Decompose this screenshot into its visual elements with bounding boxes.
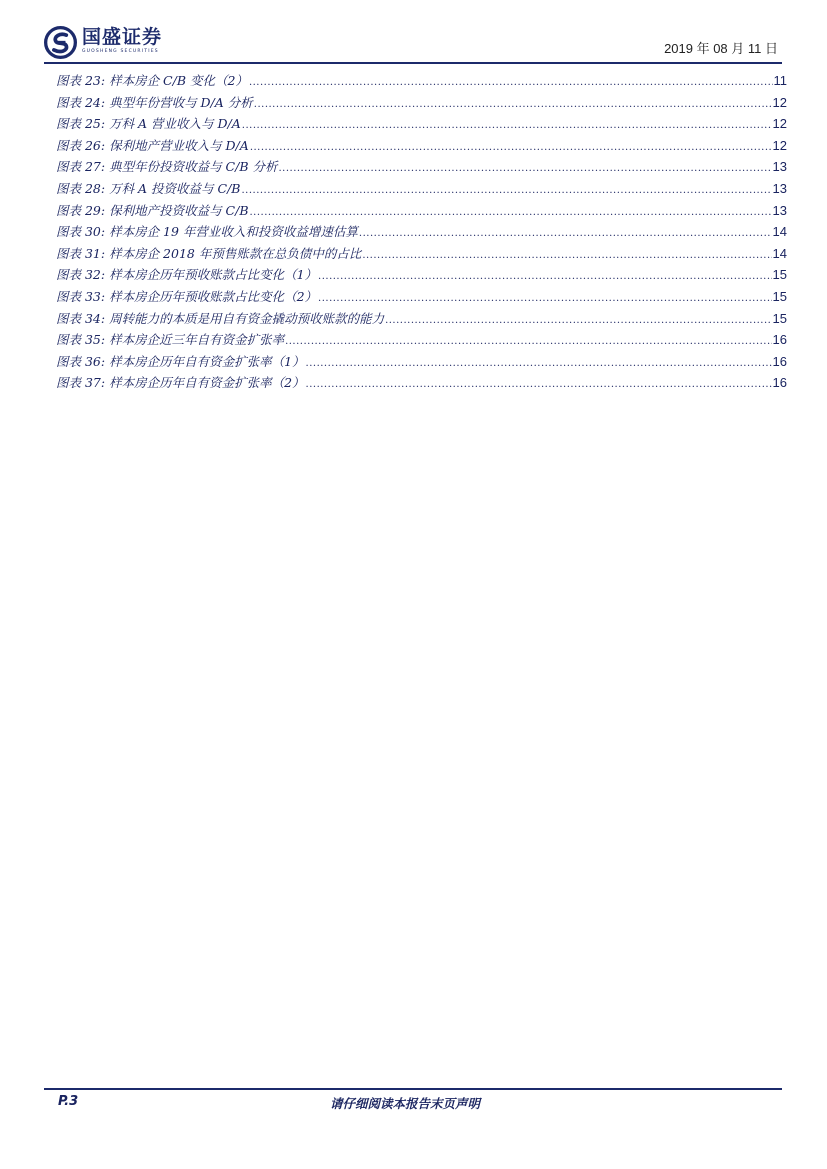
toc-entry-label: 图表 36: 样本房企历年自有资金扩张率（1）	[56, 353, 305, 369]
toc-leader-dots	[385, 315, 771, 326]
toc-entry-page: 12	[772, 137, 787, 153]
toc-entry-page: 15	[772, 267, 787, 283]
toc-entry-label: 图表 33: 样本房企历年预收账款占比变化（2）	[56, 288, 318, 304]
figure-index-list	[56, 71, 787, 395]
toc-entry[interactable]	[56, 71, 787, 93]
toc-entry-label: 图表 23: 样本房企 C/B 变化（2）	[56, 73, 248, 88]
toc-entry-label: 图表 32: 样本房企历年预收账款占比变化（1）	[56, 267, 318, 283]
toc-entry-page: 16	[772, 332, 787, 348]
toc-entry-label: 图表 34: 周转能力的本质是用自有资金撬动预收账款的能力	[56, 310, 385, 326]
toc-leader-dots	[318, 271, 772, 282]
toc-leader-dots	[241, 185, 771, 196]
toc-entry-page: 13	[772, 159, 787, 175]
toc-entry[interactable]	[56, 93, 787, 115]
toc-entry-page: 14	[772, 245, 787, 261]
toc-entry-label: 图表 28: 万科 A 投资收益与 C/B	[56, 180, 241, 196]
page-header	[44, 22, 782, 62]
toc-leader-dots	[242, 120, 772, 131]
toc-leader-dots	[254, 99, 772, 110]
toc-leader-dots	[362, 250, 771, 261]
toc-entry-page: 15	[772, 288, 787, 304]
toc-entry[interactable]	[56, 244, 787, 266]
page-number: P.3	[58, 1094, 79, 1109]
toc-entry-label: 图表 35: 样本房企近三年自有资金扩张率	[56, 332, 285, 348]
toc-entry[interactable]	[56, 309, 787, 331]
toc-entry[interactable]	[56, 287, 787, 309]
toc-entry[interactable]	[56, 201, 787, 223]
toc-leader-dots	[306, 358, 772, 369]
toc-entry[interactable]	[56, 352, 787, 374]
toc-entry-page: 13	[772, 180, 787, 196]
toc-leader-dots	[278, 163, 771, 174]
toc-entry-page: 15	[772, 310, 787, 326]
toc-entry-page: 12	[772, 94, 787, 110]
toc-entry[interactable]	[56, 157, 787, 179]
toc-entry-label: 图表 24: 典型年份营收与 D/A 分析	[56, 94, 253, 110]
toc-entry[interactable]	[56, 373, 787, 395]
disclaimer-note: 请仔细阅读本报告末页声明	[330, 1096, 481, 1111]
toc-entry-label: 图表 37: 样本房企历年自有资金扩张率（2）	[56, 375, 305, 391]
guosheng-logo-icon	[44, 26, 77, 59]
toc-entry[interactable]	[56, 222, 787, 244]
toc-entry-page: 16	[772, 353, 787, 369]
guosheng-logo	[44, 26, 162, 60]
toc-entry[interactable]	[56, 136, 787, 158]
toc-entry-label: 图表 29: 保利地产投资收益与 C/B	[56, 202, 249, 218]
footer-divider	[44, 1088, 782, 1090]
toc-entry-page: 11	[773, 73, 787, 88]
toc-leader-dots	[249, 77, 773, 88]
toc-leader-dots	[306, 379, 772, 390]
toc-entry[interactable]	[56, 330, 787, 352]
header-divider	[44, 62, 782, 64]
toc-entry-label: 图表 31: 样本房企 2018 年预售账款在总负债中的占比	[56, 245, 362, 261]
toc-entry[interactable]	[56, 114, 787, 136]
report-date: 2019 年 08 月 11 日	[664, 41, 778, 56]
logo-english-text: GUOSHENG SECURITIES	[82, 49, 159, 54]
toc-entry-label: 图表 30: 样本房企 19 年营业收入和投资收益增速估算	[56, 224, 358, 240]
toc-leader-dots	[250, 207, 772, 218]
logo-chinese-text: 国盛证券	[82, 26, 163, 48]
toc-entry-label: 图表 27: 典型年份投资收益与 C/B 分析	[56, 159, 278, 175]
toc-leader-dots	[250, 142, 772, 153]
toc-entry[interactable]	[56, 265, 787, 287]
toc-entry-page: 12	[772, 116, 787, 132]
toc-leader-dots	[318, 293, 772, 304]
toc-leader-dots	[359, 228, 772, 239]
toc-leader-dots	[285, 336, 771, 347]
toc-entry-page: 16	[772, 375, 787, 391]
toc-entry-page: 13	[772, 202, 787, 218]
toc-entry-label: 图表 25: 万科 A 营业收入与 D/A	[56, 116, 241, 132]
toc-entry-page: 14	[772, 224, 787, 240]
toc-entry[interactable]	[56, 179, 787, 201]
toc-entry-label: 图表 26: 保利地产营业收入与 D/A	[56, 137, 249, 153]
